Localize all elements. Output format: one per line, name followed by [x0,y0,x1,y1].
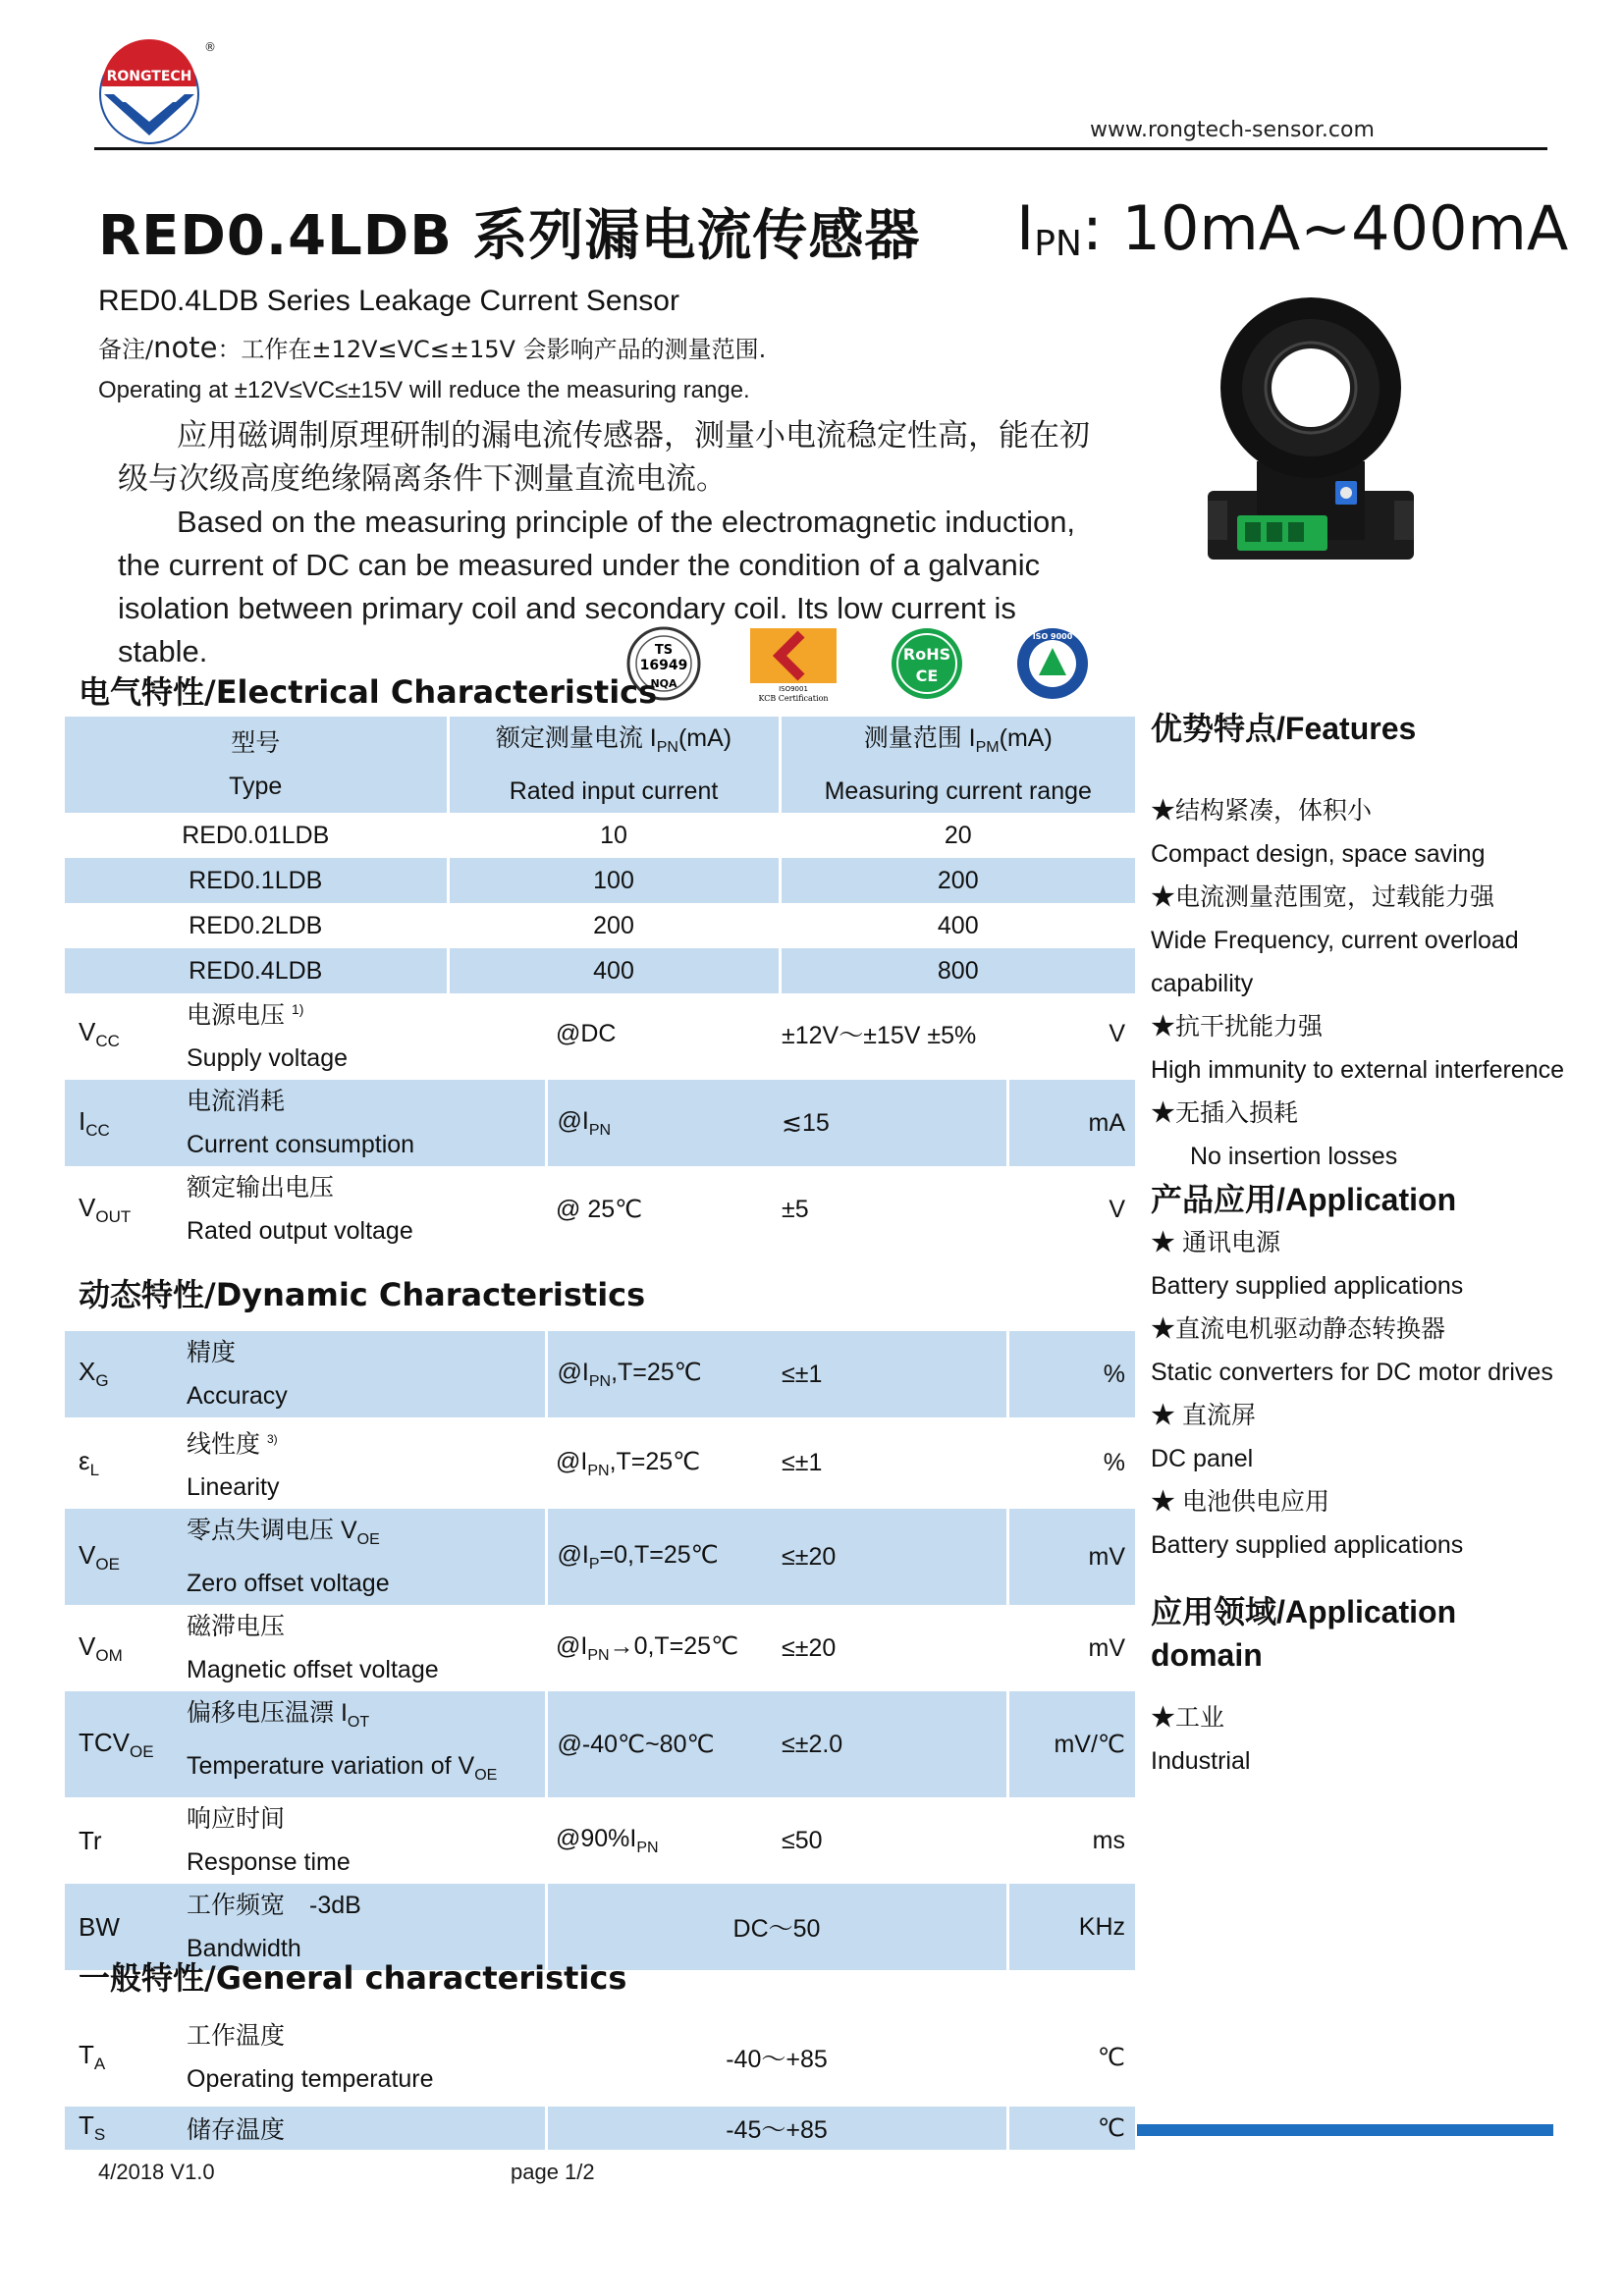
param-symbol: $T_S$ [65,2107,177,2150]
param-condition: @ 25℃ [556,1196,643,1224]
param-value: -45～+85 [546,2107,1007,2150]
param-value: ≤±20 [782,1633,837,1662]
electrical-table [65,717,1135,993]
features-heading: 优势特点/Features [1151,711,1417,746]
note-en: Operating at ±12V≤VC≤±15V will reduce the measuring range. [98,377,750,403]
feature-item-cn: ★电流测量范围宽，过载能力强 [1151,883,1495,911]
param-value: -40～+85 [726,2046,828,2073]
footer-version: 4/2018 V1.0 [98,2160,215,2184]
param-unit: ℃ [1007,2107,1135,2150]
model-range: 200 [780,858,1135,903]
table-row [65,903,1135,948]
application-item-cn: ★ 通讯电源 [1151,1229,1280,1256]
model-range: 400 [780,903,1135,948]
param-unit: mV [1007,1509,1135,1605]
dynamic-table [65,1331,1135,1970]
feature-item-cn: ★结构紧凑，体积小 [1151,797,1373,825]
description-cn: 应用磁调制原理研制的漏电流传感器，测量小电流稳定性高，能在初级与次级高度绝缘隔离条件下测量直流电流。 [118,418,1090,497]
electrical-heading: 电气特性/Electrical Characteristics [79,673,658,711]
table-row [65,1417,1135,1509]
param-symbol: Tr [79,1825,102,1855]
param-label: 电源电压 $^{1)}$ Supply voltage [187,1001,349,1073]
table-row [65,813,1135,858]
param-symbol: $T_A$ [79,2040,106,2074]
param-unit: mA [1007,1080,1135,1166]
feature-item-en: High immunity to external interference [1151,1056,1565,1084]
param-symbol: $V_{OM}$ [79,1630,123,1665]
ipn-range: $I_{PN}$: 10mA~400mA [1016,192,1569,264]
footer-page-number: page 1/2 [511,2160,595,2184]
param-value: ≤50 [782,1826,823,1854]
svg-text:CE: CE [915,667,939,685]
model-range: 20 [780,813,1135,858]
svg-text:ISO9001: ISO9001 [779,685,808,693]
param-condition: $@I_{PN}$ [546,1080,772,1166]
model-type: RED0.01LDB [182,821,330,849]
model-rated: 400 [448,948,780,993]
table-row [65,1509,1135,1605]
model-rated: 10 [448,813,780,858]
domain-heading: 应用领域/Application domain [1151,1594,1457,1673]
svg-text:®: ® [204,40,216,54]
param-unit: V [1109,1019,1125,1047]
table-row [65,988,1135,1080]
col-header-type: 型号 Type [65,717,448,813]
application-item-cn: ★ 电池供电应用 [1151,1488,1329,1516]
page-subtitle: RED0.4LDB Series Leakage Current Sensor [98,285,679,317]
param-condition: $@90\%I_{PN}$ [556,1824,659,1856]
param-symbol: $X_G$ [65,1331,177,1417]
param-symbol: BW [65,1884,177,1970]
param-symbol: $V_{OUT}$ [79,1192,132,1226]
param-symbol: $V_{OE}$ [65,1509,177,1605]
param-value: ≤±1 [772,1331,1007,1417]
domain-item-cn: ★工业 [1151,1704,1225,1732]
param-label: 响应时间 Response time [187,1805,351,1877]
right-column [1151,707,1583,1783]
param-label: 精度 Accuracy [177,1331,546,1417]
param-label: 磁滞电压 Magnetic offset voltage [187,1613,439,1684]
table-header-row [65,717,1135,813]
model-type: RED0.2LDB [189,911,323,939]
application-heading: 产品应用/Application [1151,1182,1457,1217]
param-condition: $@I_{PN}\to 0,T=25℃$ [556,1632,739,1665]
param-condition: $@I_P=0,T=25℃$ [546,1509,772,1605]
svg-text:TS: TS [654,643,674,658]
feature-item-en: Compact design, space saving [1151,840,1486,868]
model-range: 800 [780,948,1135,993]
iso9000-cert-icon [1005,624,1100,703]
param-symbol: $TCV_{OE}$ [65,1691,177,1797]
parameter-table [65,988,1135,1253]
param-symbol: $I_{CC}$ [65,1080,177,1166]
table-row [65,1331,1135,1417]
param-label: 零点失调电压 $V_{OE}$ Zero offset voltage [177,1509,546,1605]
model-type: RED0.4LDB [65,948,448,993]
dynamic-heading: 动态特性/Dynamic Characteristics [79,1276,646,1313]
application-item-en: Battery supplied applications [1151,1531,1464,1559]
general-table [65,2008,1135,2150]
param-label: 储存温度 [177,2107,546,2150]
svg-text:NQA: NQA [650,677,677,690]
param-value: ≤±1 [782,1449,823,1477]
param-unit: ℃ [1097,2044,1125,2071]
model-rated: 200 [448,903,780,948]
domain-item-en: Industrial [1151,1747,1251,1775]
param-value: ≤±2.0 [772,1691,1007,1797]
param-condition: @-40℃~80℃ [546,1691,772,1797]
page-title: RED0.4LDB 系列漏电流传感器 [98,204,921,268]
svg-text:16949: 16949 [639,658,688,673]
param-symbol: $\varepsilon_L$ [79,1446,100,1480]
table-row [65,1605,1135,1691]
param-value: ±5 [782,1195,809,1223]
kcb-cert-icon [746,624,840,703]
rohs-ce-cert-icon [880,624,974,703]
param-value: ≤±20 [772,1509,1007,1605]
param-label: 偏移电压温漂 $I_{OT}$ Temperature variation of $V_{OE}$ [177,1691,546,1797]
model-rated: 100 [448,858,780,903]
table-row [65,1691,1135,1797]
param-condition: $@I_{PN},T=25℃$ [546,1331,772,1417]
header-divider [94,147,1547,150]
svg-text:ISO 9000: ISO 9000 [1032,632,1073,641]
param-value: ≲15 [772,1080,1007,1166]
param-unit: ms [1092,1826,1125,1854]
param-unit: mV/℃ [1007,1691,1135,1797]
param-unit: mV [1088,1633,1125,1662]
feature-item-cn: ★无插入损耗 [1151,1099,1299,1127]
table-row [65,2107,1135,2150]
svg-text:RoHS: RoHS [902,645,951,664]
table-row [65,858,1135,903]
application-item-cn: ★直流电机驱动静态转换器 [1151,1315,1446,1343]
feature-item-en: No insertion losses [1190,1143,1398,1170]
param-value: ±12V～±15V ±5% [782,1022,977,1050]
application-item-en: Battery supplied applications [1151,1272,1464,1300]
svg-text:KCB Certification: KCB Certification [758,694,829,703]
application-item-en: Static converters for DC motor drives [1151,1359,1553,1386]
table-row [65,1166,1135,1253]
rongtech-logo [94,37,216,145]
param-value: DC～50 [546,1884,1007,1970]
param-condition: $@I_{PN},T=25℃$ [556,1447,701,1479]
param-unit: KHz [1007,1884,1135,1970]
table-row [65,2008,1135,2107]
application-item-en: DC panel [1151,1445,1254,1472]
feature-item-en: Wide Frequency, current overload capability [1151,927,1519,997]
site-url[interactable]: www.rongtech-sensor.com [1090,118,1375,142]
col-header-rated: 额定测量电流 $I_{PN}(mA)$ Rated input current [448,717,780,813]
model-type: RED0.1LDB [65,858,448,903]
note-cn: 备注/note：工作在±12V≤VC≤±15V 会影响产品的测量范围. [98,331,767,364]
param-label: 线性度 $^{3)}$ Linearity [187,1430,280,1502]
description-en: Based on the measuring principle of the electromagnetic induction, the current of DC can be measured under the condition of a galvanic isolation between primary coil and secondary coil. Its low current is stable. [118,505,1076,668]
param-label: 工作温度 Operating temperature [187,2022,434,2093]
feature-item-cn: ★抗干扰能力强 [1151,1013,1324,1041]
table-row [65,1797,1135,1884]
accent-bar [1137,2124,1553,2136]
application-item-cn: ★ 直流屏 [1151,1402,1256,1429]
table-row [65,1080,1135,1166]
col-header-range: 测量范围 $I_{PM}(mA)$ Measuring current range [780,717,1135,813]
param-label: 工作频宽 -3dB Bandwidth [177,1884,546,1970]
param-symbol: $V_{CC}$ [79,1016,120,1050]
product-image [1198,294,1424,579]
param-label: 额定输出电压 Rated output voltage [187,1174,413,1246]
svg-text:RONGTECH: RONGTECH [106,69,192,84]
param-unit: % [1007,1331,1135,1417]
param-condition: @DC [556,1019,617,1047]
param-unit: % [1103,1449,1125,1477]
param-label: 电流消耗 Current consumption [177,1080,546,1166]
param-unit: V [1109,1195,1125,1223]
general-heading: 一般特性/General characteristics [79,1959,627,1997]
